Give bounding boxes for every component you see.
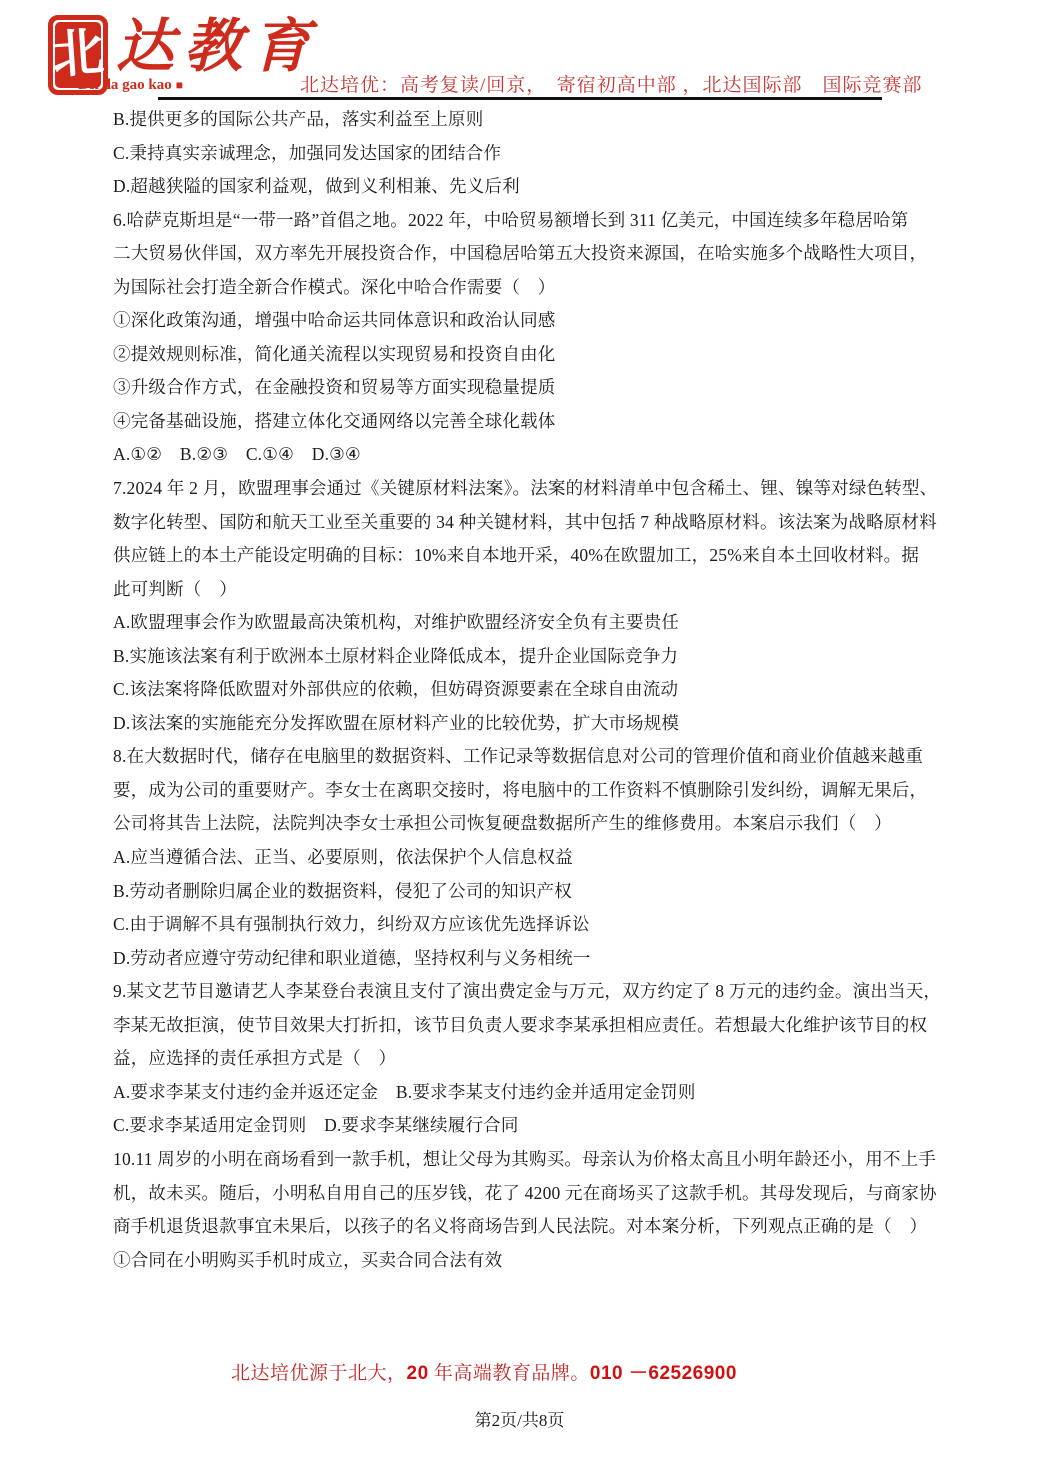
option-line: B.提供更多的国际公共产品，落实利益至上原则 [113, 109, 484, 129]
statement-line: ④完备基础设施，搭建立体化交通网络以完善全球化载体 [113, 410, 556, 431]
option-line: A.应当遵循合法、正当、必要原则，依法保护个人信息权益 [113, 847, 573, 868]
question-6-line: 为国际社会打造全新合作模式。深化中哈合作需要（ ） [113, 276, 556, 297]
option-line: D.超越狭隘的国家利益观，做到义利相兼、先义后利 [113, 176, 520, 197]
statement-line: ③升级合作方式，在金融投资和贸易等方面实现稳量提质 [113, 377, 556, 398]
footer-promo-text: 年高端教育品牌。 [428, 1363, 590, 1384]
question-9-line: 益，应选择的责任承担方式是（ ） [113, 1048, 397, 1069]
statement-line: ①深化政策沟通，增强中哈命运共同体意识和政治认同感 [113, 310, 556, 331]
footer-promo [231, 1358, 737, 1385]
statement-line: ①合同在小明购买手机时成立，买卖合同合法有效 [113, 1249, 503, 1270]
brand-seal-character: 北 [50, 24, 106, 85]
option-line: C.由于调解不具有强制执行效力，纠纷双方应该优先选择诉讼 [113, 914, 590, 935]
square-bullet-icon: ■ [175, 78, 184, 92]
question-10-line: 10.11 周岁的小明在商场看到一款手机，想让父母为其购买。母亲认为价格太高且小明年龄还小，用不上手 [113, 1148, 937, 1169]
option-line: A.要求李某支付违约金并返还定金 B.要求李某支付违约金并适用定金罚则 [113, 1081, 696, 1102]
question-8-line: 要，成为公司的重要财产。李女士在离职交接时，将电脑中的工作资料不慎删除引发纠纷，调解无果后， [113, 779, 928, 800]
question-10-line: 机，故未买。随后，小明私自用自己的压岁钱，花了 4200 元在商场买了这款手机。其母发现后，与商家协 [113, 1182, 937, 1203]
question-8-line: 8.在大数据时代，储存在电脑里的数据资料、工作记录等数据信息对公司的管理价值和商业价值越来越重 [113, 746, 924, 767]
question-8-line: 公司将其告上法院，法院判决李女士承担公司恢复硬盘数据所产生的维修费用。本案启示我们（ ） [113, 813, 892, 834]
question-7-line: 7.2024 年 2 月，欧盟理事会通过《关键原材料法案》。法案的材料清单中包含稀土、锂、镍等对绿色转型、 [113, 478, 938, 499]
question-7-line: 此可判断（ ） [113, 578, 237, 599]
brand-script-text: 达教育 [116, 14, 321, 79]
option-line: D.劳动者应遵守劳动纪律和职业道德，坚持权利与义务相统一 [113, 947, 591, 968]
statement-line: ②提效规则标准，简化通关流程以实现贸易和投资自由化 [113, 343, 556, 364]
page-indicator: 第2页/共8页 [474, 1411, 565, 1430]
question-9-line: 9.某文艺节目邀请艺人李某登台表演且支付了演出费定金与万元，双方约定了 8 万元的违约金。演出当天， [113, 981, 942, 1002]
footer-promo-text: 北达培优源于北大， [231, 1363, 407, 1384]
option-line: C.该法案将降低欧盟对外部供应的依赖，但妨碍资源要素在全球自由流动 [113, 679, 679, 700]
option-line: A.欧盟理事会作为欧盟最高决策机构，对维护欧盟经济安全负有主要贵任 [113, 612, 680, 633]
option-line: B.实施该法案有利于欧洲本土原材料企业降低成本，提升企业国际竞争力 [113, 645, 679, 666]
question-9-line: 李某无故拒演，使节目效果大打折扣，该节目负责人要求李某承担相应责任。若想最大化维护该节目的权 [113, 1014, 928, 1035]
exam-question-area [113, 103, 969, 1277]
page-header [0, 0, 1039, 110]
question-6-line: 6.哈萨克斯坦是“一带一路”首倡之地。2022 年，中哈贸易额增长到 311 亿美元，中国连续多年稳居哈第 [113, 209, 909, 230]
header-tagline: 北达培优：高考复读/回京， 寄宿初高中部 ，北达国际部 国际竞赛部 [300, 75, 923, 96]
footer-promo-years: 20 [406, 1363, 429, 1384]
question-7-line: 数字化转型、国防和航天工业至关重要的 34 种关键材料，其中包括 7 种战略原材料。该法案为战略原材料 [113, 511, 937, 532]
footer-phone-number: 010 －62526900 [589, 1363, 737, 1384]
option-line: C.秉持真实亲诚理念，加强同发达国家的团结合作 [113, 142, 502, 163]
option-line: D.该法案的实施能充分发挥欧盟在原材料产业的比较优势，扩大市场规模 [113, 712, 680, 733]
header-divider-rule [158, 97, 882, 100]
option-line: C.要求李某适用定金罚则 D.要求李某继续履行合同 [113, 1115, 519, 1136]
question-7-line: 供应链上的本土产能设定明确的目标：10%来自本地开采，40%在欧盟加工，25%来自本土回收材料。据 [113, 545, 920, 566]
question-10-line: 商手机退货退款事宜未果后，以孩子的名义将商场告到人民法院。对本案分析，下列观点正确的是（ ） [113, 1216, 928, 1237]
question-6-line: 二大贸易伙伴国，双方率先开展投资合作，中国稳居哈第五大投资来源国，在哈实施多个战略性大项目， [113, 243, 928, 264]
option-line: B.劳动者删除归属企业的数据资料，侵犯了公司的知识产权 [113, 880, 572, 901]
brand-subtitle-text: Bei da gao kao [78, 77, 172, 93]
brand-subtitle [78, 77, 183, 94]
option-line: A.①② B.②③ C.①④ D.③④ [113, 444, 361, 465]
